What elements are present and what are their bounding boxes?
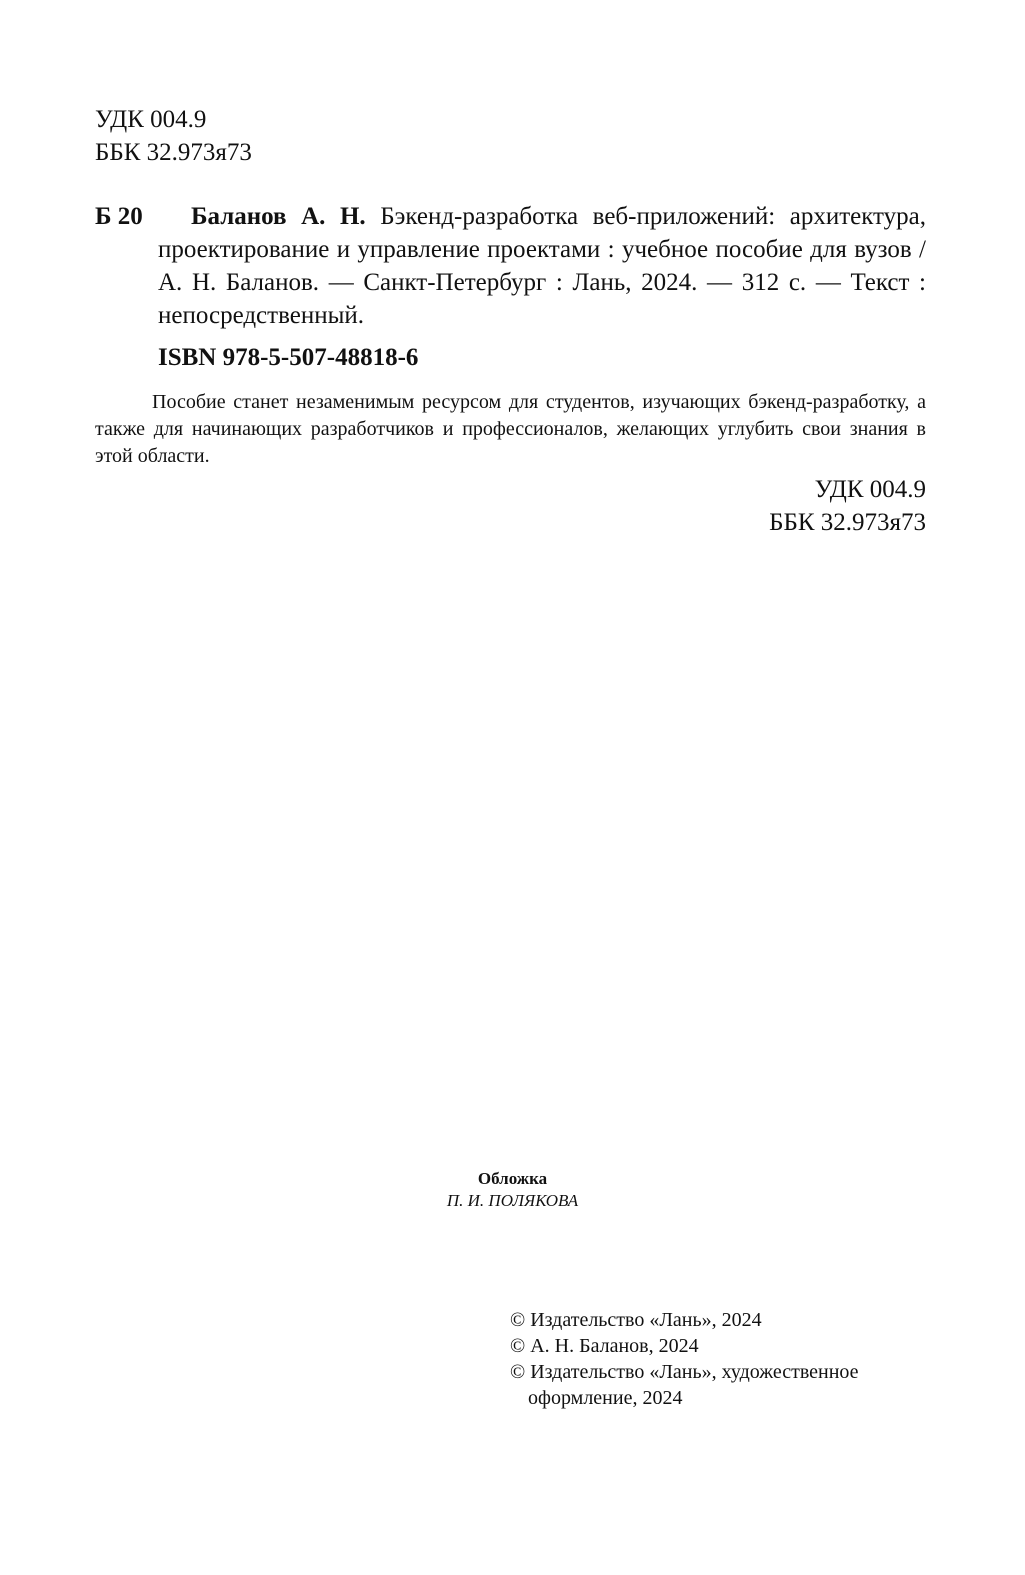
header-classification <box>95 103 252 169</box>
copyright-line: оформление, 2024 <box>528 1387 683 1409</box>
udk-code: УДК 004.9 <box>95 106 207 133</box>
catalog-entry <box>158 200 926 332</box>
isbn: ISBN 978-5-507-48818-6 <box>158 344 419 371</box>
copyright-line: © А. Н. Баланов, 2024 <box>510 1335 699 1357</box>
footer-classification <box>769 473 926 539</box>
cover-credit <box>0 1168 1025 1212</box>
cover-label: Обложка <box>477 1169 548 1188</box>
copyright-block <box>510 1307 930 1411</box>
abstract: Пособие станет незаменимым ресурсом для студентов, изучающих бэкенд-разработку, а также для начинающих разработчиков и профессионалов, желающих углубить свои знания в этой области. <box>95 391 926 467</box>
bibliographic-description: Бэкенд-разработка веб-приложений: архитектура, проектирование и управление проектами : учебное пособие для вузов / А. Н. Баланов. — Санкт-Петербург : Лань, 2024. — 312 с. — Текст : непосредственный. <box>158 203 927 329</box>
bbk-code: ББК 32.973я73 <box>95 139 252 166</box>
bbk-code-bottom: ББК 32.973я73 <box>769 509 926 536</box>
catalog-code: Б 20 <box>95 203 143 230</box>
copyright-line: © Издательство «Лань», 2024 <box>510 1309 762 1331</box>
udk-code-bottom: УДК 004.9 <box>814 476 926 503</box>
cover-author: П. И. ПОЛЯКОВА <box>446 1191 579 1210</box>
copyright-line: © Издательство «Лань», художественное <box>510 1361 859 1383</box>
author-heading: Баланов А. Н. <box>191 203 366 230</box>
